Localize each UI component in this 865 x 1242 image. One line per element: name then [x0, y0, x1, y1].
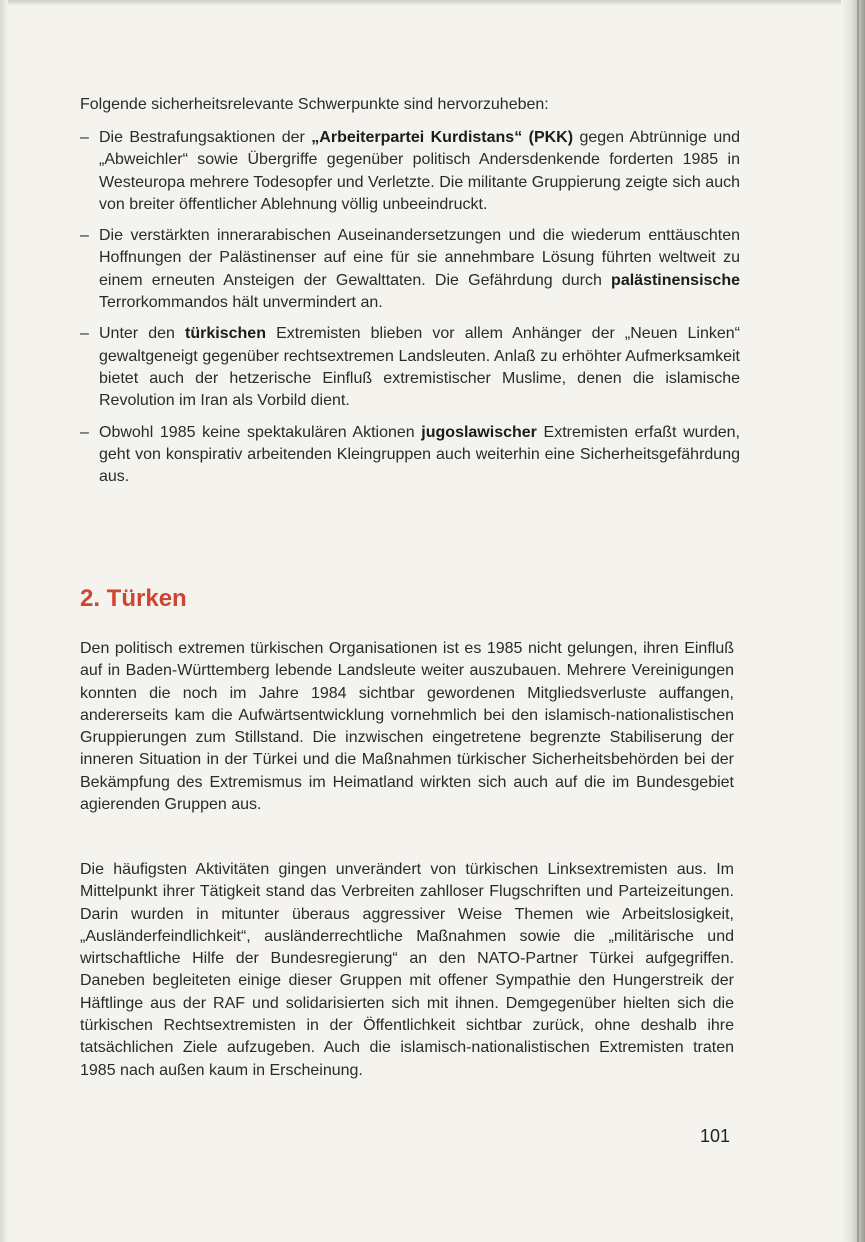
page-number: 101 [700, 1126, 731, 1146]
bullet-text: gegen Abtrünnige und „Abweichler“ sowie Übergriffe gegenüber politisch Andersdenkende forderten 1985 in Westeuropa mehrere Todesopfer und Verletzte. Die militante Gruppierung zeigte sich auch von breiter öffentlicher Ablehnung völlig unbeeindruckt. [99, 129, 741, 213]
bullet-item-turkish [80, 323, 740, 412]
bullet-text: Extremisten erfaßt wurden, geht von konspirativ arbeitenden Kleingruppen auch weiterhin eine Sicherheitsgefährdung aus. [99, 423, 740, 486]
bullet-emphasis: „Arbeiterpartei Kurdistans“ (PKK) [311, 129, 574, 146]
page-left-edge [0, 0, 8, 1242]
bullet-text: Extremisten blieben vor allem Anhänger der „Neuen Linken“ gewaltgeneigt gegenüber rechtsextremen Landsleuten. Anlaß zu erhöhter Aufmerksamkeit bietet auch der hetzerische Einfluß extremistischer Muslime, denen die islamische Revolution im Iran als Vorbild dient. [99, 325, 740, 410]
bullet-emphasis: türkischen [185, 325, 266, 343]
body-paragraph: Den politisch extremen türkischen Organisationen ist es 1985 nicht gelungen, ihren Einfluß auf in Baden-Württemberg lebende Landsleute weiter auszubauen. Mehrere Vereinigungen konnten die noch im Jahre 1984 sichtbar gewordenen Mitgliedsverluste auffangen, andererseits kam die Aufwärtsentwicklung vornehmlich bei den islamisch-nationalistischen Gruppierungen zum Stillstand. Die inzwischen eingetretene begrenzte Stabiliserung der inneren Situation in der Türkei und die Maßnahmen türkischer Sicherheitsbehörden bei der Bekämpfung des Extremismus im Heimatland wirkten sich auch auf die im Bundesgebiet agierenden Gruppen aus. [80, 640, 734, 814]
bullet-text: Die Bestrafungsaktionen der [99, 129, 312, 146]
bullet-dash: – [80, 325, 89, 343]
intro-text: Folgende sicherheitsrelevante Schwerpunkte sind hervorzuheben: [80, 96, 549, 113]
bullet-text: Terrorkommandos hält unvermindert an. [99, 294, 383, 312]
bullet-item-palestinians [80, 225, 740, 314]
page-top-edge [0, 0, 865, 6]
bullet-dash: – [80, 227, 89, 245]
bullet-dash: – [80, 423, 89, 441]
bullet-list [80, 127, 740, 497]
bullet-emphasis: jugoslawischer [421, 423, 537, 441]
section-heading: 2. Türken [80, 585, 187, 612]
page-binding-edge [841, 0, 865, 1242]
page-binding-line [857, 0, 859, 1242]
bullet-text: Obwohl 1985 keine spektakulären Aktionen [99, 423, 422, 441]
body-paragraph: Die häufigsten Aktivitäten gingen unverändert von türkischen Linksextremisten aus. Im Mittelpunkt ihrer Tätigkeit stand das Verbreiten zahlloser Flugschriften und Parteizeitungen. Darin wurden in mitunter überaus aggressiver Weise Themen wie Arbeitslosigkeit, „Ausländerfeindlichkeit“, ausländerrechtliche Maßnahmen sowie die „militärische und wirtschaftliche Hilfe der Bundesregierung“ an den NATO-Partner Türkei aufgegriffen. Daneben begleiteten einige dieser Gruppen mit offener Sympathie den Hungerstreik der Häftlinge aus der RAF und solidarisierten sich mit ihnen. Demgegenüber hielten sich die türkischen Rechtsextremisten in der Öffentlichkeit sichtbar zurück, ohne deshalb ihre tatsächlichen Ziele aufzugeben. Auch die islamisch-nationalistischen Extremisten traten 1985 nach außen kaum in Erscheinung. [80, 861, 734, 1079]
bullet-item-yugoslav [80, 422, 740, 489]
bullet-text: Unter den [99, 325, 186, 343]
bullet-emphasis: palästinensische [611, 271, 740, 289]
bullet-dash: – [80, 129, 89, 146]
bullet-text: Die verstärkten innerarabischen Auseinandersetzungen und die wiederum enttäuschten Hoffnungen der Palästinenser auf eine für sie annehmbare Lösung führten weltweit zu einem erneuten Ansteigen der Gewalttaten. Die Gefährdung durch [99, 227, 740, 289]
bullet-item-pkk [80, 127, 740, 216]
